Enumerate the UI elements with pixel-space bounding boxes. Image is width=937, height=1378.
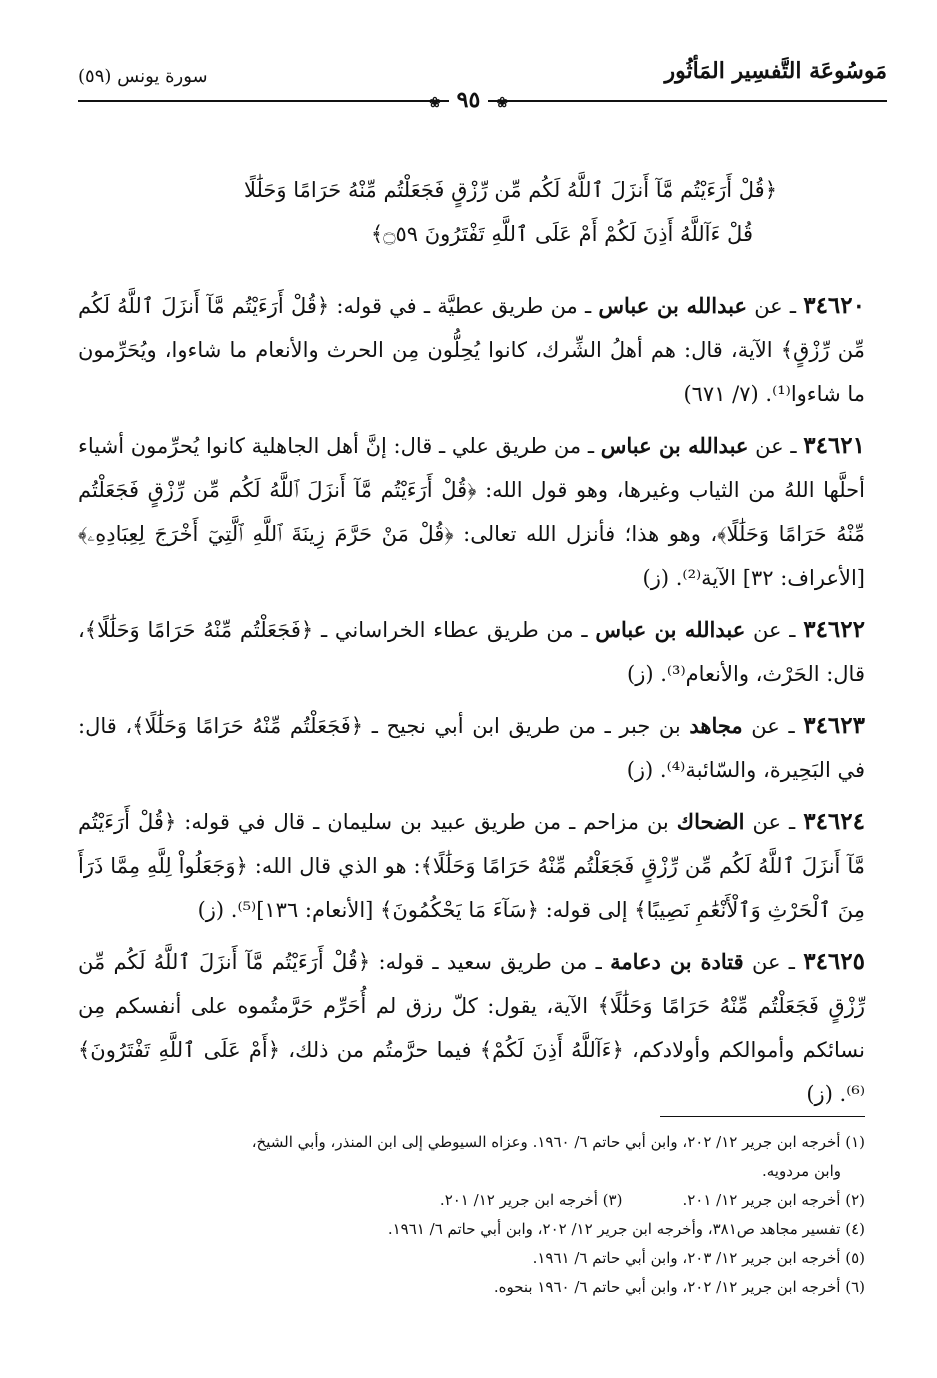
- entries: [78, 284, 865, 1124]
- narrator-name: عبدالله بن عباس: [600, 433, 749, 458]
- narrator-name: عبدالله بن عباس: [595, 617, 746, 642]
- ornament-icon: ❀: [496, 95, 509, 111]
- narration-entry: ٣٤٦٢٣ ـ عن مجاهد بن جبر ـ من طريق ابن أبي نجيح ـ ﴿فَجَعَلْتُم مِّنْهُ حَرَامًا وَحَلَٰلًا﴾، قال: في البَحِيرة، والسّائبة⁽⁴⁾. (ز): [78, 712, 865, 782]
- footnotes: [70, 1128, 865, 1302]
- footnote: (٢) أخرجه ابن جرير ١٢/ ٢٠١.: [682, 1191, 865, 1209]
- entry-number: ٣٤٦٢٣: [803, 712, 865, 739]
- entry-number: ٣٤٦٢٥: [803, 948, 865, 975]
- footnote: (٦) أخرجه ابن جرير ١٢/ ٢٠٢، وابن أبي حاتم ٦/ ١٩٦٠ بنحوه.: [493, 1278, 865, 1296]
- narration-entry: ٣٤٦٢٢ ـ عن عبدالله بن عباس ـ من طريق عطاء الخراساني ـ ﴿فَجَعَلْتُم مِّنْهُ حَرَامًا وَحَلَٰلًا﴾، قال: الحَرْث، والأنعام⁽³⁾. (ز): [78, 616, 865, 686]
- footnote-row: [70, 1186, 865, 1215]
- entry-number: ٣٤٦٢١: [803, 432, 866, 459]
- running-header-surah: سورة يونس (٥٩): [78, 66, 208, 87]
- entry-text: ـ من طريق عطاء الخراساني ـ ﴿فَجَعَلْتُم مِّنْهُ حَرَامًا وَحَلَٰلًا﴾، قال: الحَرْث، والأنعام⁽³⁾. (ز): [78, 618, 865, 686]
- quran-verse: [160, 168, 777, 256]
- page-number: ٩٥: [449, 87, 489, 113]
- entry-number: ٣٤٦٢٤: [803, 808, 865, 835]
- footnote-continuation: وابن مردويه.: [762, 1162, 841, 1180]
- footnote: (٥) أخرجه ابن جرير ١٢/ ٢٠٣، وابن أبي حاتم ٦/ ١٩٦١.: [532, 1249, 865, 1267]
- entry-text: ـ من طريق عطيَّة ـ في قوله: ﴿قُلْ أَرَءَيْتُم مَّآ أَنزَلَ ٱللَّهُ لَكُم مِّن رِّزْقٍ﴾ الآية، قال: هم أهلُ الشِّرك، كانوا يُحِلُّون مِن الحرث والأنعام ما شاءوا، ويُحَرِّمون ما شاءوا⁽¹⁾. (٧/ ٦٧١): [78, 294, 865, 406]
- entry-text: ـ من طريق سعيد ـ قوله: ﴿قُلْ أَرَءَيْتُم مَّآ أَنزَلَ ٱللَّهُ لَكُم مِّن رِّزْقٍ فَجَعَلْتُم مِّنْهُ حَرَامًا وَحَلَٰلًا﴾ الآية، يقول: كلّ رزق لم أُحَرِّم حَرَّمتُموه على أنفسكم مِن نسائكم وأموالكم وأولادكم، ﴿ءَآللَّهُ أَذِنَ لَكُمْ﴾ فيما حرَّمتُم من ذلك، ﴿أَمْ عَلَى ٱللَّهِ تَفْتَرُونَ﴾⁽⁶⁾. (ز): [78, 950, 865, 1106]
- footnote: (١) أخرجه ابن جرير ١٢/ ٢٠٢، وابن أبي حاتم ٦/ ١٩٦٠. وعزاه السيوطي إلى ابن المنذر، وأبي الشيخ،: [251, 1133, 865, 1151]
- ornament-icon: ❀: [428, 95, 441, 111]
- verse-line: ﴿قُلْ أَرَءَيْتُم مَّآ أَنزَلَ ٱللَّهُ لَكُم مِّن رِّزْقٍ فَجَعَلْتُم مِّنْهُ حَرَامًا وَحَلَٰلًا: [243, 178, 777, 202]
- narration-entry: ٣٤٦٢٥ ـ عن قتادة بن دعامة ـ من طريق سعيد ـ قوله: ﴿قُلْ أَرَءَيْتُم مَّآ أَنزَلَ ٱللَّهُ لَكُم مِّن رِّزْقٍ فَجَعَلْتُم مِّنْهُ حَرَامًا وَحَلَٰلًا﴾ الآية، يقول: كلّ رزق لم أُحَرِّم حَرَّمتُموه على أنفسكم مِن نسائكم وأموالكم وأولادكم، ﴿ءَآللَّهُ أَذِنَ لَكُمْ﴾ فيما حرَّمتُم من ذلك، ﴿أَمْ عَلَى ٱللَّهِ تَفْتَرُونَ﴾⁽⁶⁾. (ز): [78, 948, 865, 1106]
- narration-entry: ٣٤٦٢٠ ـ عن عبدالله بن عباس ـ من طريق عطيَّة ـ في قوله: ﴿قُلْ أَرَءَيْتُم مَّآ أَنزَلَ ٱللَّهُ لَكُم مِّن رِّزْقٍ﴾ الآية، قال: هم أهلُ الشِّرك، كانوا يُحِلُّون مِن الحرث والأنعام ما شاءوا، ويُحَرِّمون ما شاءوا⁽¹⁾. (٧/ ٦٧١): [78, 292, 865, 406]
- narrator-name: الضحاك: [676, 809, 745, 834]
- footnote: (٣) أخرجه ابن جرير ١٢/ ٢٠١.: [439, 1191, 623, 1209]
- footnote: (٤) تفسير مجاهد ص٣٨١، وأخرجه ابن جرير ١٢/ ٢٠٢، وابن أبي حاتم ٦/ ١٩٦١.: [387, 1220, 865, 1238]
- narration-entry: ٣٤٦٢٤ ـ عن الضحاك بن مزاحم ـ من طريق عبيد بن سليمان ـ قال في قوله: ﴿قُلْ أَرَءَيْتُم مَّآ أَنزَلَ ٱللَّهُ لَكُم مِّن رِّزْقٍ فَجَعَلْتُم مِّنْهُ حَرَامًا وَحَلَٰلًا﴾: هو الذي قال الله: ﴿وَجَعَلُواْ لِلَّهِ مِمَّا ذَرَأَ مِنَ ٱلْحَرْثِ وَٱلْأَنْعَٰمِ نَصِيبًا﴾ إلى قوله: ﴿سَآءَ مَا يَحْكُمُونَ﴾ [الأنعام: ١٣٦]⁽⁵⁾. (ز): [78, 808, 865, 922]
- entry-number: ٣٤٦٢٢: [803, 616, 865, 643]
- footnote-rule: [660, 1116, 865, 1117]
- narrator-name: مجاهد: [689, 713, 743, 738]
- narration-entry: ٣٤٦٢١ ـ عن عبدالله بن عباس ـ من طريق علي ـ قال: إنَّ أهل الجاهلية كانوا يُحرِّمون أشياء أحلَّها اللهُ من الثياب وغيرها، وهو قول الله: ﴿قُلْ أَرَءَيْتُم مَّآ أَنزَلَ ٱللَّهُ لَكُم مِّن رِّزْقٍ فَجَعَلْتُم مِّنْهُ حَرَامًا وَحَلَٰلًا﴾، وهو هذا؛ فأنزل الله تعالى: ﴿قُلْ مَنْ حَرَّمَ زِينَةَ ٱللَّهِ ٱلَّتِيٓ أَخْرَجَ لِعِبَادِهِۦ﴾ [الأعراف: ٣٢] الآية⁽²⁾. (ز): [78, 432, 866, 590]
- entry-number: ٣٤٦٢٠: [803, 292, 865, 319]
- page-number-row: [0, 87, 937, 113]
- entry-text: بن مزاحم ـ من طريق عبيد بن سليمان ـ قال في قوله: ﴿قُلْ أَرَءَيْتُم مَّآ أَنزَلَ ٱللَّهُ لَكُم مِّن رِّزْقٍ فَجَعَلْتُم مِّنْهُ حَرَامًا وَحَلَٰلًا﴾: هو الذي قال الله: ﴿وَجَعَلُواْ لِلَّهِ مِمَّا ذَرَأَ مِنَ ٱلْحَرْثِ وَٱلْأَنْعَٰمِ نَصِيبًا﴾ إلى قوله: ﴿سَآءَ مَا يَحْكُمُونَ﴾ [الأنعام: ١٣٦]⁽⁵⁾. (ز): [78, 810, 865, 922]
- running-header-book-title: مَوسُوعَة التَّفسِير المَأثُور: [664, 58, 887, 84]
- entry-text: ـ من طريق علي ـ قال: إنَّ أهل الجاهلية كانوا يُحرِّمون أشياء أحلَّها اللهُ من الثياب وغيرها، وهو قول الله: ﴿قُلْ أَرَءَيْتُم مَّآ أَنزَلَ ٱللَّهُ لَكُم مِّن رِّزْقٍ فَجَعَلْتُم مِّنْهُ حَرَامًا وَحَلَٰلًا﴾، وهو هذا؛ فأنزل الله تعالى: ﴿قُلْ مَنْ حَرَّمَ زِينَةَ ٱللَّهِ ٱلَّتِيٓ أَخْرَجَ لِعِبَادِهِۦ﴾ [الأعراف: ٣٢] الآية⁽²⁾. (ز): [78, 434, 865, 590]
- narrator-name: قتادة بن دعامة: [610, 949, 744, 974]
- narrator-name: عبدالله بن عباس: [598, 293, 748, 318]
- verse-line: قُلْ ءَآللَّهُ أَذِنَ لَكُمْ أَمْ عَلَى ٱللَّهِ تَفْتَرُونَ ۝٥٩﴾: [370, 222, 753, 246]
- entry-text: بن جبر ـ من طريق ابن أبي نجيح ـ ﴿فَجَعَلْتُم مِّنْهُ حَرَامًا وَحَلَٰلًا﴾، قال: في البَحِيرة، والسّائبة⁽⁴⁾. (ز): [78, 714, 865, 782]
